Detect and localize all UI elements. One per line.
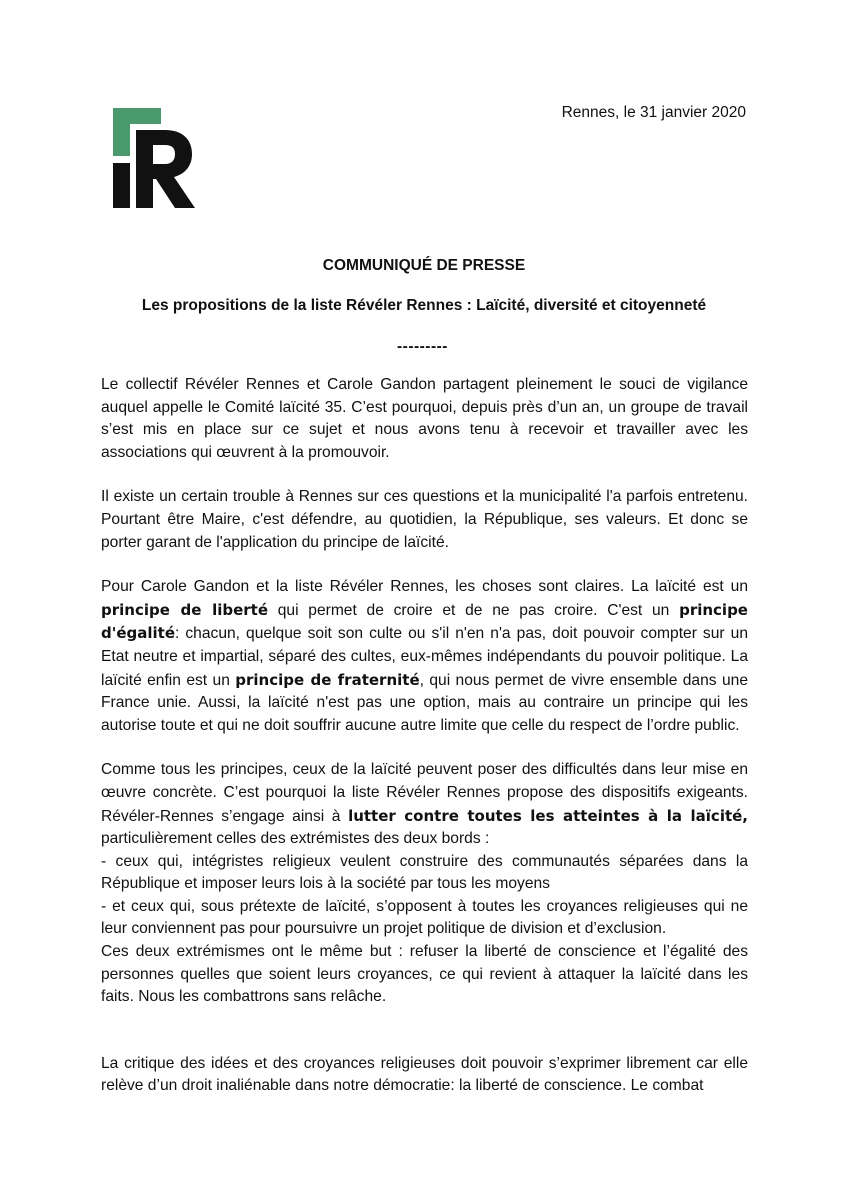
p3-text-4: , qui nous permet de vivre ensemble dans une France unie. Aussi, la laïcité n'est pas une option, mais au contraire un principe qui les autorise toute et qui ne doit souffrir aucune autre limite que celle du respect de l’ordre public. <box>101 671 748 734</box>
revler-rennes-logo <box>113 108 195 208</box>
p4-text-1: Comme tous les principes, ceux de la laïcité peuvent poser des difficultés dans leur mise en œuvre concrète. C’est pourquoi la liste Révéler Rennes propose des dispositifs exigeants. Révéler-Rennes s’engage ainsi à <box>101 761 748 825</box>
p3-text-1: Pour Carole Gandon et la liste Révéler Rennes, les choses sont claires. La laïcité est un <box>101 578 748 596</box>
p4-item-2: - et ceux qui, sous prétexte de laïcité, s’opposent à toutes les croyances religieuses qui ne leur conviennent pas pour poursuivre un projet politique de division et d’exclusion. <box>101 897 748 938</box>
p4-conclusion: Ces deux extrémismes ont le même but : refuser la liberté de conscience et l’égalité des personnes quelles que soient leurs croyances, ce qui revient à attaquer la laïcité dans les faits. Nous les combattrons sans relâche. <box>101 943 748 1006</box>
paragraph-5: La critique des idées et des croyances religieuses doit pouvoir s’exprimer librement car elle relève d’un droit inaliénable dans notre démocratie: la liberté de conscience. Le combat <box>101 1054 748 1095</box>
document-body <box>101 374 748 1120</box>
paragraph-2: Il existe un certain trouble à Rennes sur ces questions et la municipalité l'a parfois entretenu. Pourtant être Maire, c'est défendre, au quotidien, la République, ses valeurs. Et donc se porter garant de l'application du principe de laïcité. <box>101 488 748 551</box>
p3-bold-liberte: principe de liberté <box>101 600 268 619</box>
document-title: COMMUNIQUÉ DE PRESSE <box>322 257 526 274</box>
p3-text-2: qui permet de croire et de ne pas croire. C'est un <box>268 601 680 619</box>
logo-green-stem <box>113 108 130 156</box>
paragraph-3 <box>101 576 748 737</box>
p3-bold-egalite: principe d'égalité <box>101 600 748 643</box>
logo-black-r <box>136 130 195 208</box>
separator: --------- <box>397 338 448 355</box>
logo-black-stem <box>113 163 130 208</box>
p3-bold-fraternite: principe de fraternité <box>235 670 420 689</box>
date-line: Rennes, le 31 janvier 2020 <box>561 104 746 121</box>
p4-bold-lutter: lutter contre toutes les atteintes à la laïcité, <box>348 806 749 825</box>
p4-text-2: particulièrement celles des extrémistes des deux bords : <box>101 830 490 848</box>
paragraph-1: Le collectif Révéler Rennes et Carole Gandon partagent pleinement le souci de vigilance auquel appelle le Comité laïcité 35. C’est pourquoi, depuis près d’un an, un groupe de travail s’est mis en place sur ce sujet et nous avons tenu à recevoir et travailler avec les associations qui œuvrent à la promouvoir. <box>101 376 748 461</box>
p4-item-1: - ceux qui, intégristes religieux veulent construire des communautés séparées dans la République et imposer leurs lois à la société par tous les moyens <box>101 852 748 893</box>
p3-text-3: : chacun, quelque soit son culte ou s'il n'en n'a pas, doit pouvoir compter sur un Etat neutre et impartial, séparé des cultes, eux-mêmes indépendants du pouvoir politique. La laïcité enfin est un <box>101 625 748 689</box>
logo-green-top <box>130 108 161 124</box>
document-subtitle: Les propositions de la liste Révéler Rennes : Laïcité, diversité et citoyenneté <box>141 297 707 314</box>
paragraph-4 <box>101 759 748 1009</box>
